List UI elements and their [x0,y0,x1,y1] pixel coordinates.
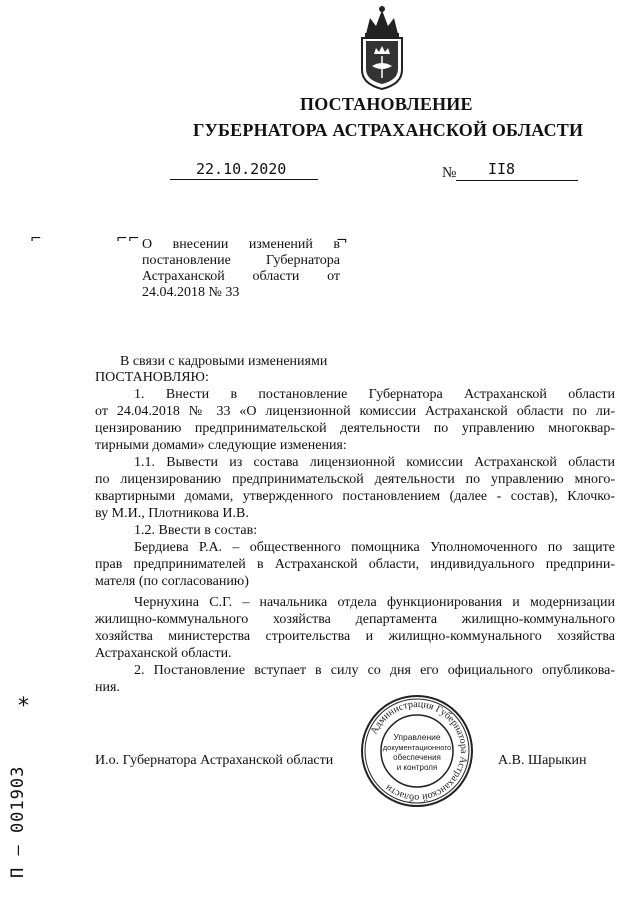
body-line: прав предпринимателей в Астраханской области, индивидуального предприни- [95,557,615,572]
body-line: ву М.И., Плотникова И.В. [95,506,249,521]
official-stamp [360,694,474,808]
body-line: Бердиева Р.А. – общественного помощника Уполномоченного по защите [134,540,615,555]
body-line: 1.1. Вывести из состава лицензионной комиссии Астраханской области [134,455,615,470]
number-sign: № [442,165,457,181]
corner-mark-left: ⌐ [30,231,42,247]
document-subject: О внесении изменений в постановление Губернатора Астраханской области от 24.04.2018 № 33 [142,237,340,300]
body-line: ния. [95,680,120,695]
body-line: 1.2. Ввести в состав: [134,523,258,538]
document-date: 22.10.2020 [196,160,287,178]
body-line: Астраханской области. [95,646,232,661]
body-line: 1. Внести в постановление Губернатора Астраханской области [134,387,615,402]
stamp-center-text: документационного [382,743,452,752]
body-line: Чернухина С.Г. – начальника отдела функционирования и модернизации [134,595,615,610]
asterisk-mark: * [18,694,29,719]
date-underline [170,179,318,180]
body-line: мателя (по согласованию) [95,574,249,589]
document-title: ПОСТАНОВЛЕНИЕ [300,94,473,114]
stamp-ring-text: Администрация Губернатора Астраханской области [368,698,470,804]
stamp-center-text: и контроля [396,763,438,772]
body-line: жилищно-коммунального хозяйства департамента жилищно-коммунального [95,612,615,627]
document-number: II8 [488,160,516,178]
corner-mark-subject-left: ⌐⌐ [116,231,140,247]
body-line: от 24.04.2018 № 33 «О лицензионной комиссии Астраханской области по ли- [95,404,615,419]
stamp-center-text: Управление [393,732,441,742]
stamp-center-text: обеспечения [393,753,441,762]
number-underline [456,180,578,181]
registration-number: П – 001903 [8,765,28,878]
document-issuer: ГУБЕРНАТОРА АСТРАХАНСКОЙ ОБЛАСТИ [193,120,584,140]
signatory-position: И.о. Губернатора Астраханской области [95,753,334,768]
body-line: по лицензированию предпринимательской деятельности по управлению много- [95,472,615,487]
body-line: квартирными домами, утвержденного постановлением (далее - состав), Клочко- [95,489,615,504]
signatory-name: А.В. Шарыкин [498,753,587,768]
body-line: цензированию предпринимательской деятельности по управлению многоквар- [95,421,615,436]
body-line: ПОСТАНОВЛЯЮ: [95,370,209,385]
coat-of-arms-icon [356,4,408,90]
body-line: 2. Постановление вступает в силу со дня его официального опубликова- [134,663,615,678]
body-line: хозяйства министерства строительства и жилищно-коммунального хозяйства [95,629,615,644]
body-line: В связи с кадровыми изменениями [120,354,328,369]
corner-mark-subject-right: ¬ [336,233,348,249]
body-line: тирными домами» следующие изменения: [95,438,347,453]
